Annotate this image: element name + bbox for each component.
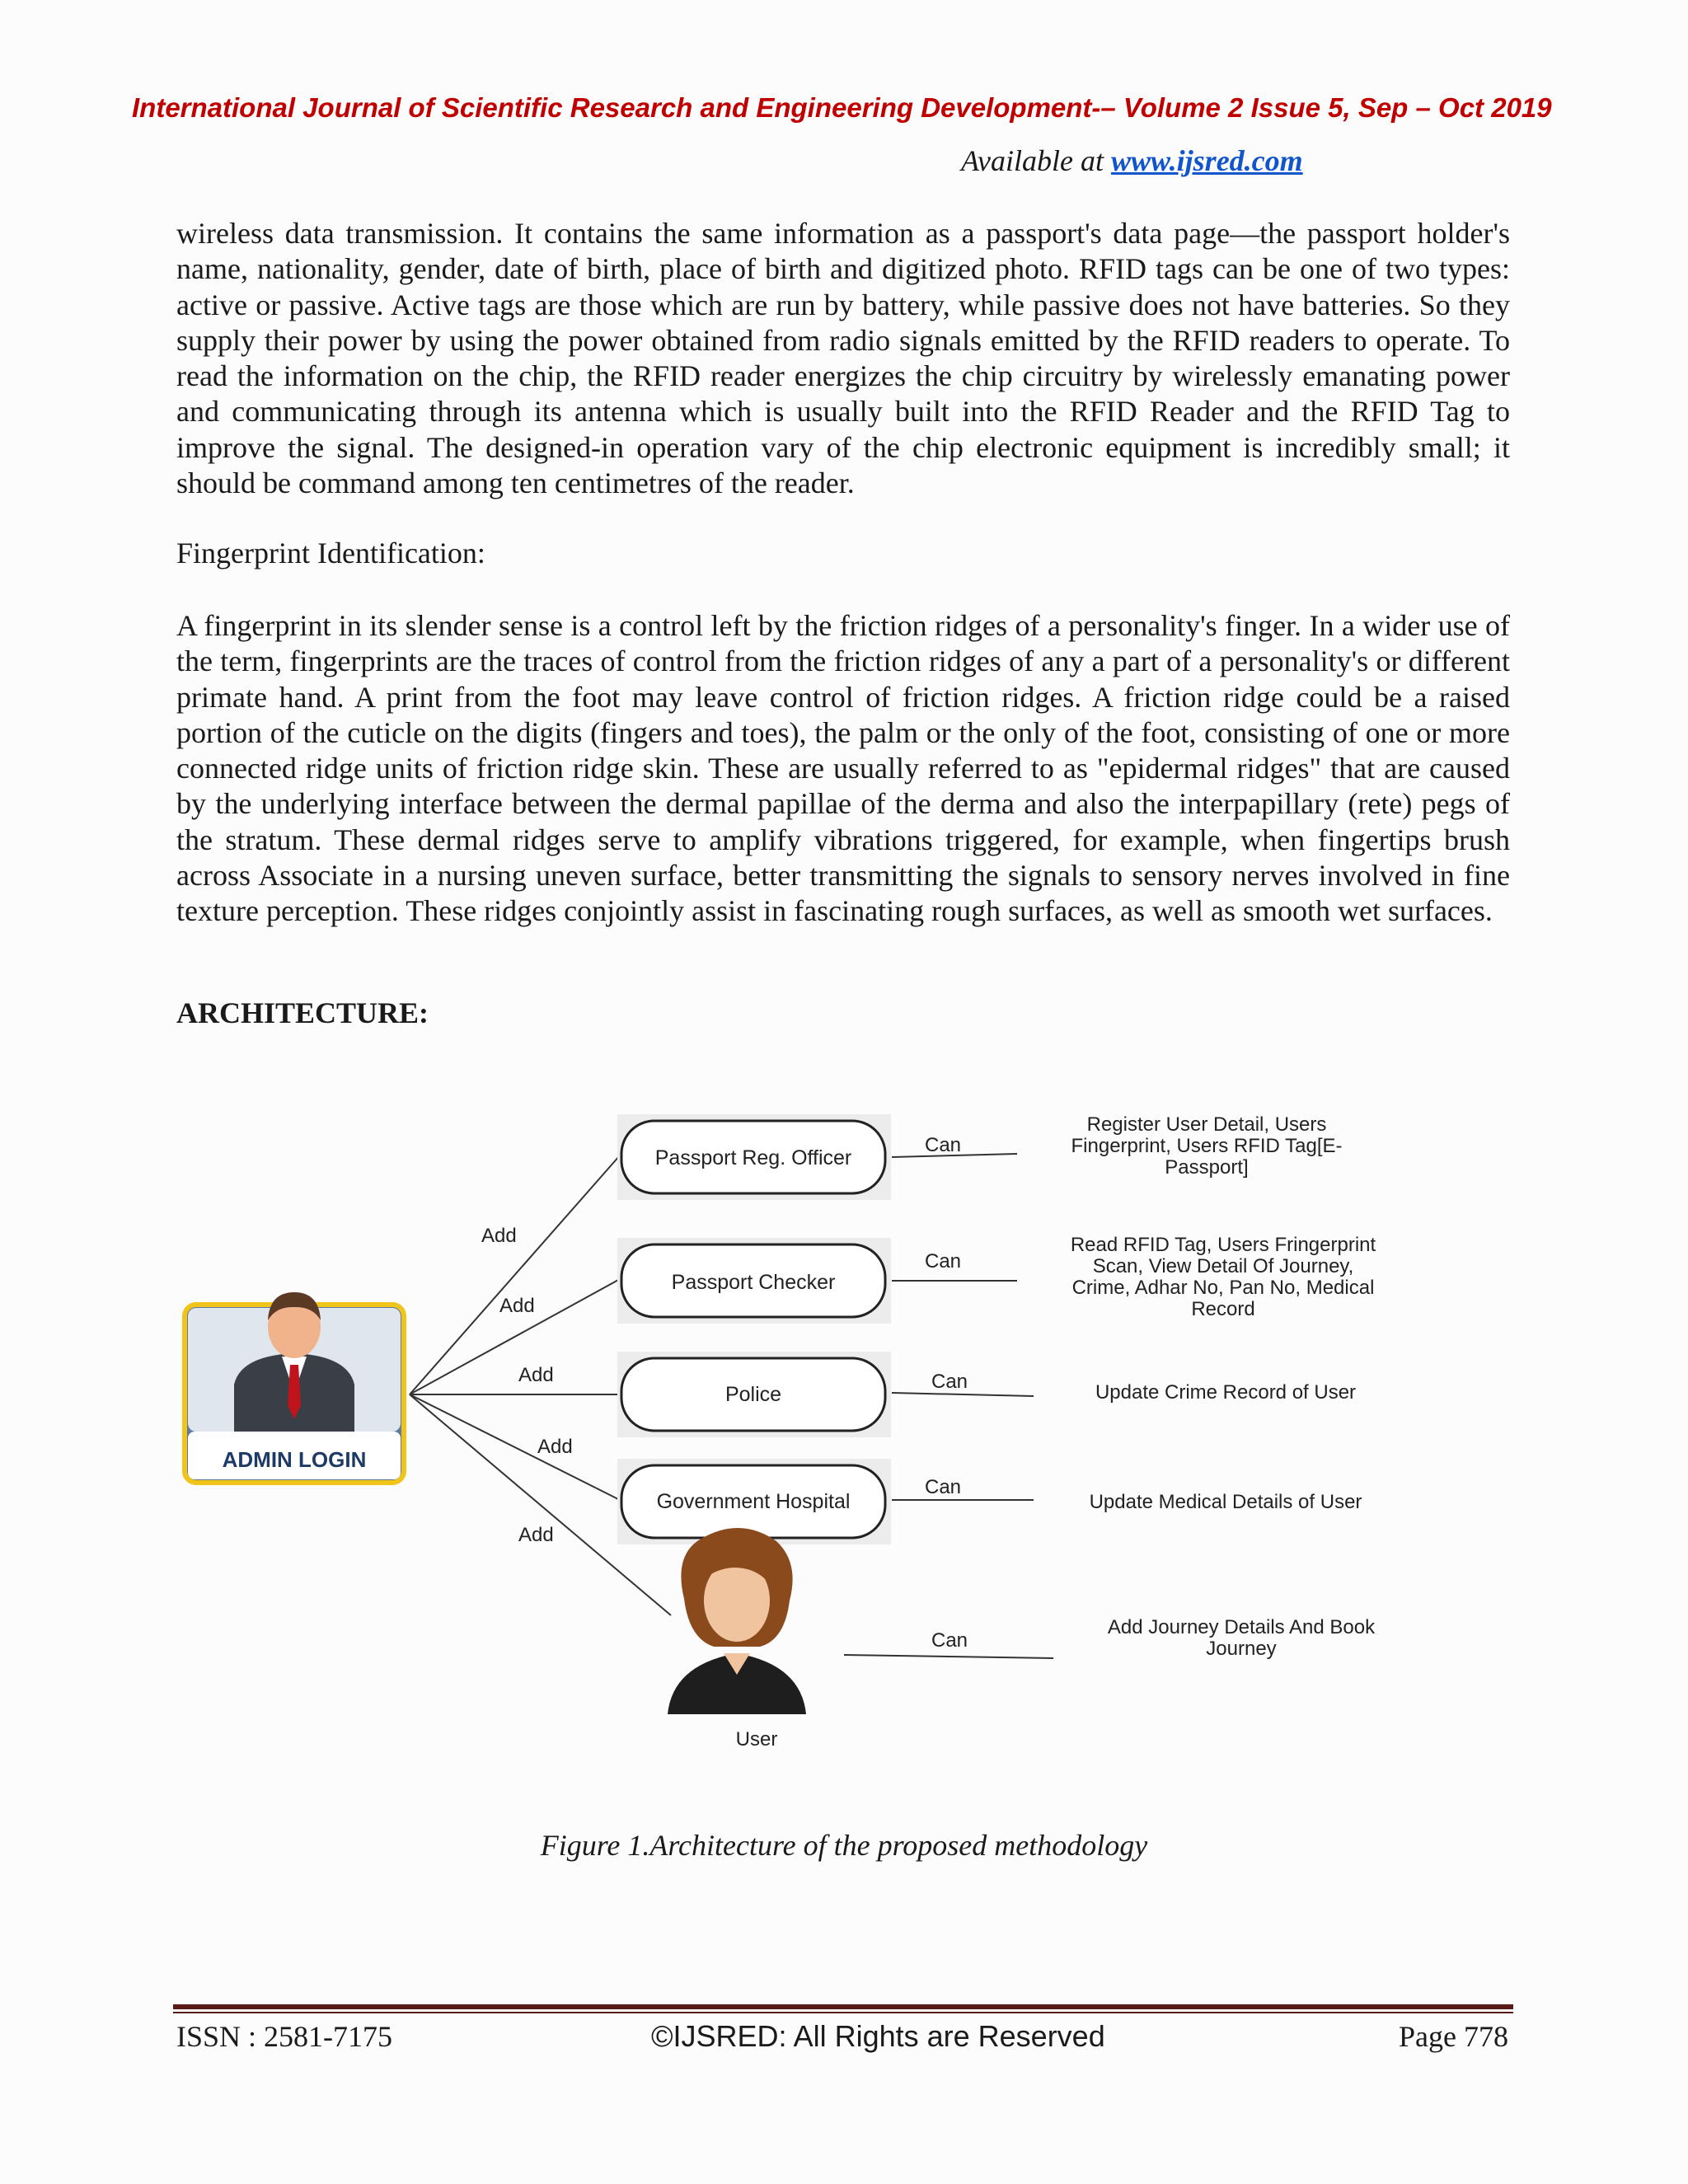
add-label-2: Add	[499, 1295, 535, 1317]
desc-line: Fingerprint, Users RFID Tag[E-	[1071, 1135, 1343, 1157]
role-label-passport-reg-officer: Passport Reg. Officer	[654, 1146, 852, 1169]
add-label-3: Add	[518, 1364, 554, 1386]
user-label: User	[735, 1728, 778, 1750]
add-label-5: Add	[518, 1524, 554, 1546]
desc-line: Update Crime Record of User	[1095, 1381, 1357, 1404]
fingerprint-paragraph: A fingerprint in its slender sense is a control left by the friction ridges of a personality's finger. In a wider use of the term, fingerprints are the traces of control from the friction ridges of any a part of a personality's or different primate hand. A print from the foot may leave control of friction ridges. A friction ridge could be a raised portion of the cuticle on the digits (fingers and toes), the palm or the only of the foot, consisting of one or more connected ridge units of friction ridge skin. These are usually referred to as "epidermal ridges" that are caused by the underlying interface between the dermal papillae of the derma and also the interpapillary (rete) pegs of the stratum. These dermal ridges serve to amplify vibrations triggered, for example, when fingertips brush across Associate in a nursing uneven surface, better transmitting the signals to sensory nerves involved in fine texture perception. These ridges conjointly assist in fascinating rough surfaces, as well as smooth wet surfaces.	[176, 609, 1510, 928]
footer-copyright: ©IJSRED: All Rights are Reserved	[651, 2019, 1105, 2053]
role-label-passport-checker: Passport Checker	[671, 1271, 836, 1294]
architecture-diagram	[176, 1096, 1510, 1772]
footer-divider-thin	[173, 2012, 1513, 2013]
figure-caption: Figure 1.Architecture of the proposed methodology	[540, 1829, 1148, 1862]
add-label-4: Add	[537, 1436, 573, 1458]
desc-line: Passport]	[1165, 1156, 1249, 1179]
footer-divider	[173, 2004, 1513, 2009]
available-prefix: Available at	[961, 144, 1111, 177]
desc-line: Update Medical Details of User	[1089, 1491, 1362, 1513]
journal-header: International Journal of Scientific Research and Engineering Development-– Volume 2 Issue 5, Sep – Oct 2019	[132, 92, 1552, 123]
can-label-2: Can	[924, 1250, 962, 1272]
add-label-1: Add	[481, 1225, 517, 1247]
desc-line: Crime, Adhar No, Pan No, Medical	[1071, 1277, 1375, 1299]
desc-line: Read RFID Tag, Users Fringerprint	[1070, 1234, 1376, 1256]
footer-page-number: Page 778	[1399, 2020, 1508, 2053]
desc-line: Scan, View Detail Of Journey,	[1092, 1255, 1354, 1277]
user-icon	[668, 1528, 806, 1714]
fingerprint-heading: Fingerprint Identification:	[176, 537, 485, 569]
architecture-heading: ARCHITECTURE:	[176, 996, 429, 1029]
desc-line: Journey	[1206, 1638, 1277, 1660]
role-label-police: Police	[724, 1383, 782, 1406]
can-label-1: Can	[924, 1134, 962, 1156]
admin-login-label: ADMIN LOGIN	[222, 1447, 367, 1472]
availability-line	[961, 143, 1303, 178]
journal-link[interactable]: www.ijsred.com	[1110, 144, 1303, 177]
role-label-government-hospital: Government Hospital	[656, 1490, 851, 1513]
can-label-4: Can	[924, 1476, 962, 1498]
can-label-3: Can	[931, 1371, 968, 1393]
footer-issn: ISSN : 2581-7175	[176, 2020, 393, 2053]
can-label-5: Can	[931, 1629, 968, 1652]
desc-line: Add Journey Details And Book	[1107, 1616, 1376, 1638]
role-descriptions	[1071, 1113, 1376, 1660]
rfid-paragraph: wireless data transmission. It contains the same information as a passport's data page—the passport holder's name, nationality, gender, date of birth, place of birth and digitized photo. RFID tags can be one of two types: active or passive. Active tags are those which are run by battery, while passive does not have batteries. So they supply their power by using the power obtained from radio signals emitted by the RFID readers to operate. To read the information on the chip, the RFID reader energizes the chip circuitry by wirelessly emanating power and communicating through its antenna which is usually built into the RFID Reader and the RFID Tag to improve the signal. The designed-in operation vary of the chip electronic equipment is incredibly small; it should be command among ten centimetres of the reader.	[176, 217, 1510, 500]
desc-line: Record	[1191, 1298, 1255, 1320]
desc-line: Register User Detail, Users	[1086, 1113, 1327, 1136]
